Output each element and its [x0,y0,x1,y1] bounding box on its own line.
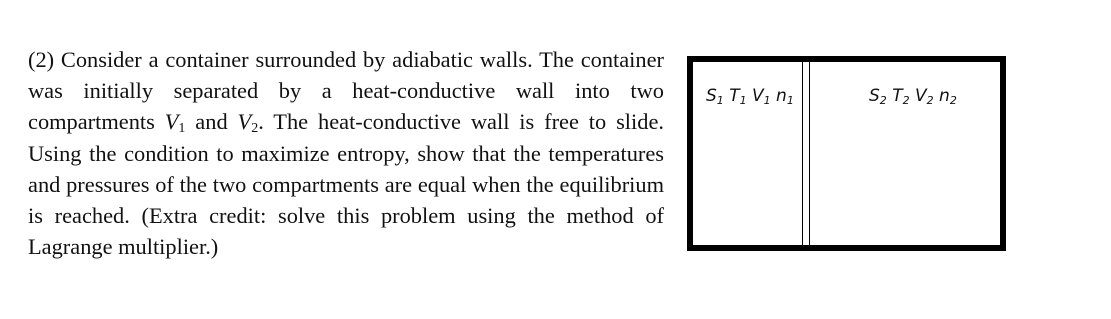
volume-1-diagram-subscript: 1 [763,94,771,107]
problem-statement [28,44,664,262]
volume-1-symbol: V [164,109,179,135]
compartment-2-label [869,86,957,106]
compartment-1-label [706,86,794,106]
temperature-2-symbol: T [892,86,903,106]
problem-intro: (2) Consider a container surrounded by adiabatic walls. The container was initially separated by a heat-conductive wall into two compartments [28,47,664,135]
volume-2-diagram-symbol: V [915,86,927,106]
volume-1-diagram-symbol: V [752,86,764,106]
entropy-1-symbol: S [706,86,717,106]
volume-2-symbol: V [237,109,252,135]
moles-1-subscript: 1 [786,94,794,107]
conductive-wall-left-edge [802,62,803,245]
temperature-2-subscript: 2 [902,94,910,107]
moles-1-symbol: n [776,86,787,106]
volume-2-diagram-subscript: 2 [926,94,934,107]
adiabatic-container [687,56,1006,251]
temperature-1-subscript: 1 [739,94,747,107]
problem-body: . The heat-conductive wall is free to slide. Using the condition to maximize entropy, show that the temperatures and pressures of the two compartments are equal when the equilibrium is reached. (Extra credit: solve this problem using the method of Lagrange multiplier.) [28,109,664,260]
moles-2-symbol: n [939,86,950,106]
entropy-1-subscript: 1 [716,94,724,107]
entropy-2-symbol: S [869,86,880,106]
moles-2-subscript: 2 [949,94,957,107]
problem-conjunction: and [185,109,238,135]
temperature-1-symbol: T [729,86,740,106]
volume-1-subscript: 1 [178,121,186,137]
volume-2-subscript: 2 [251,121,259,137]
entropy-2-subscript: 2 [879,94,887,107]
conductive-wall-right-edge [809,62,810,245]
